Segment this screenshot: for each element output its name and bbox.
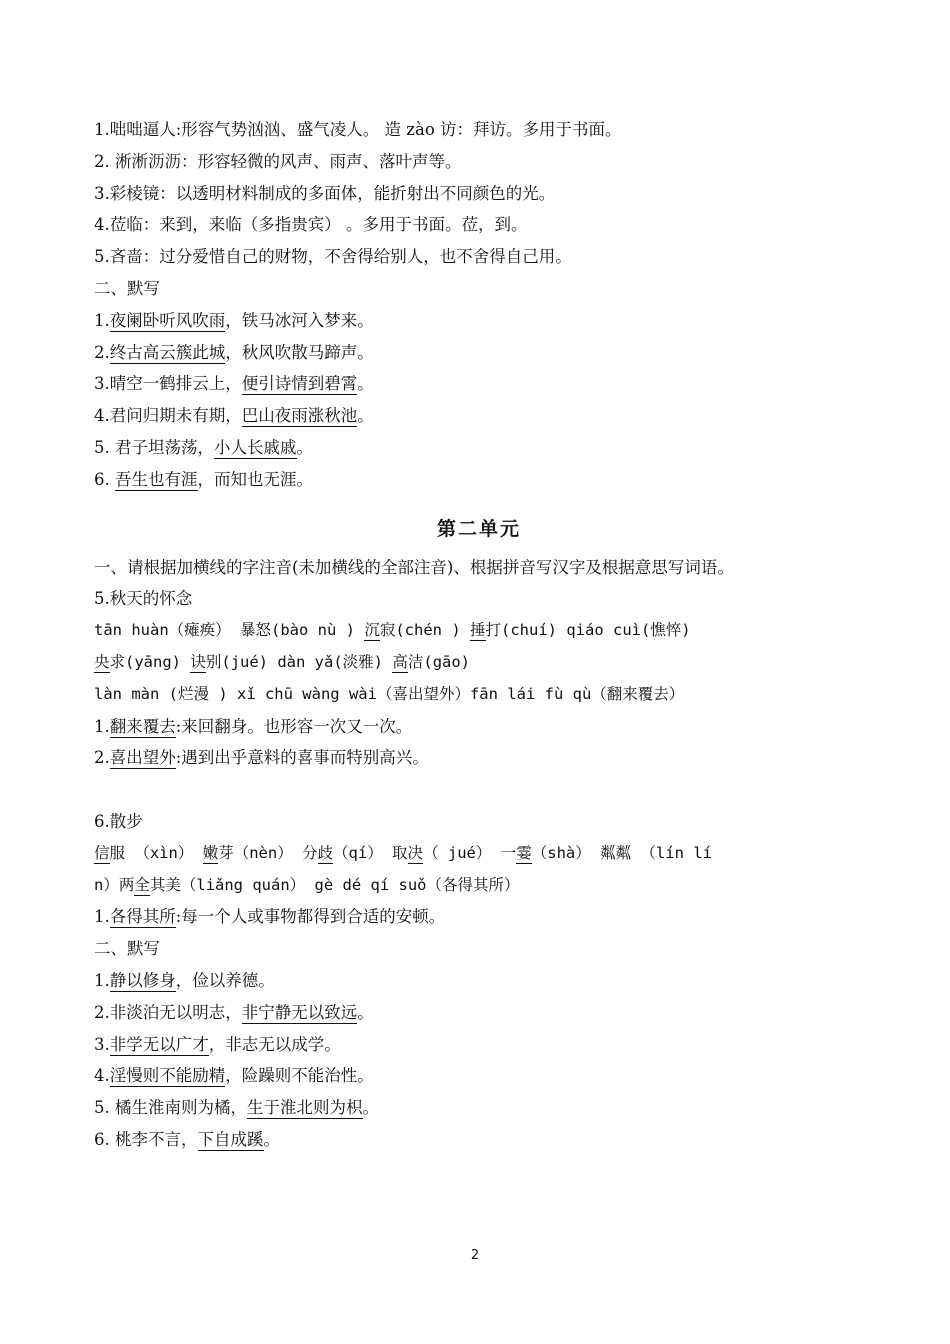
pinyin-row: 信服 （xìn） 嫩芽（nèn） 分歧（qí） 取决（ jué） 一霎（shà） 粼粼 （lín lí [94, 843, 712, 862]
lesson-title: 5.秋天的怀念 [94, 589, 193, 609]
underlined-answer: 各得其所 [109, 907, 176, 927]
underlined-answer: 非宁静无以致远 [241, 1002, 358, 1022]
pinyin-row: 央求(yāng) 诀别(jué) dàn yǎ(淡雅) 高洁(gāo) [94, 652, 471, 671]
section-heading: 二、默写 [94, 939, 160, 959]
dictation-line: 5. 君子坦荡荡，小人长戚戚。 [94, 437, 313, 457]
definition-line: 2.喜出望外:遇到出乎意料的喜事而特别高兴。 [94, 748, 429, 768]
underlined-char: 沉 [364, 621, 380, 640]
underlined-answer: 淫慢则不能励精 [109, 1066, 226, 1086]
underlined-answer: 小人长戚戚 [214, 437, 297, 457]
underlined-char: 嫩 [202, 843, 219, 862]
definition-line: 2. 淅淅沥沥：形容轻微的风声、雨声、落叶声等。 [94, 151, 462, 171]
definition-line: 1.咄咄逼人:形容气势汹汹、盛气凌人。 造 zào 访：拜访。多用于书面。 [94, 120, 622, 139]
underlined-answer: 下自成蹊 [197, 1129, 264, 1149]
underlined-char: 央 [94, 652, 110, 671]
underlined-char: 高 [392, 652, 408, 671]
dictation-line: 2.非淡泊无以明志，非宁静无以致远。 [94, 1002, 374, 1022]
pinyin-row: làn màn (烂漫 ) xǐ chū wàng wài（喜出望外）fān lái fù qù（翻来覆去） [94, 684, 685, 703]
underlined-answer: 静以修身 [109, 970, 176, 990]
underlined-answer: 终古高云簇此城 [109, 342, 226, 362]
spacer [94, 774, 864, 806]
underlined-answer: 吾生也有涯 [115, 469, 198, 489]
definition-line: 3.彩棱镜：以透明材料制成的多面体，能折射出不同颜色的光。 [94, 183, 556, 203]
underlined-answer: 便引诗情到碧霄 [241, 374, 358, 394]
dictation-line: 1.夜阑卧听风吹雨，铁马冰河入梦来。 [94, 310, 374, 330]
dictation-line: 5. 橘生淮南则为橘，生于淮北则为枳。 [94, 1098, 379, 1118]
underlined-char: 霎 [516, 843, 532, 862]
dictation-line: 6. 桃李不言，下自成蹊。 [94, 1129, 280, 1149]
dictation-line: 3.非学无以广才，非志无以成学。 [94, 1034, 341, 1054]
underlined-char: 歧 [317, 843, 334, 862]
dictation-line: 2.终古高云簇此城，秋风吹散马蹄声。 [94, 342, 374, 362]
definition-line: 1.翻来覆去:来回翻身。也形容一次又一次。 [94, 716, 413, 736]
underlined-answer: 翻来覆去 [109, 716, 176, 736]
underlined-answer: 喜出望外 [109, 748, 176, 768]
dictation-line: 1.静以修身，俭以养德。 [94, 970, 275, 990]
instruction-line: 一、请根据加横线的字注音(未加横线的全部注音)、根据拼音写汉字及根据意思写词语。 [94, 557, 734, 577]
definition-line: 4.莅临：来到，来临（多指贵宾） 。多用于书面。莅，到。 [94, 215, 528, 235]
pinyin-row: n）两全其美（liǎng quán） gè dé qí suǒ（各得其所） [94, 875, 520, 894]
definition-line: 5.吝啬：过分爱惜自己的财物，不舍得给别人，也不舍得自己用。 [94, 247, 572, 267]
page-number: 2 [470, 1248, 480, 1263]
dictation-line: 4.淫慢则不能励精，险躁则不能治性。 [94, 1066, 374, 1086]
definition-line: 1.各得其所:每一个人或事物都得到合适的安顿。 [94, 907, 446, 927]
underlined-char: 决 [407, 843, 424, 862]
underlined-answer: 巴山夜雨涨秋池 [241, 406, 358, 426]
unit-title: 第二单元 [436, 517, 521, 540]
dictation-line: 4.君问归期未有期，巴山夜雨涨秋池。 [94, 406, 374, 426]
underlined-char: 信 [94, 843, 110, 862]
underlined-answer: 夜阑卧听风吹雨 [109, 310, 226, 330]
underlined-char: 全 [134, 875, 150, 894]
underlined-char: 捶 [469, 621, 486, 640]
section-heading: 二、默写 [94, 278, 160, 298]
underlined-answer: 生于淮北则为枳 [247, 1098, 363, 1118]
dictation-line: 6. 吾生也有涯，而知也无涯。 [94, 469, 313, 489]
lesson-title: 6.散步 [94, 811, 143, 831]
dictation-line: 3.晴空一鹤排云上，便引诗情到碧霄。 [94, 374, 374, 394]
underlined-answer: 非学无以广才 [109, 1034, 209, 1054]
underlined-char: 诀 [190, 652, 206, 671]
document-body [94, 114, 864, 1156]
pinyin-row: tān huàn（瘫痪） 暴怒(bào nù ) 沉寂(chén ) 捶打(chuí) qiáo cuì(憔悴) [94, 621, 691, 640]
